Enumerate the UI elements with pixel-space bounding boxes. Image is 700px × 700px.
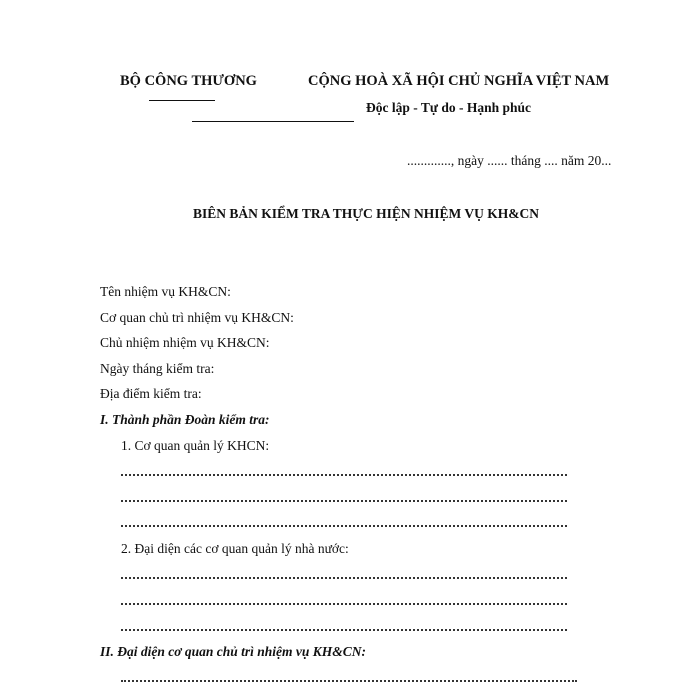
section-1-item-1: 1. Cơ quan quản lý KHCN: — [121, 438, 270, 453]
fill-in-line — [121, 629, 567, 631]
ministry-name: BỘ CÔNG THƯƠNG — [120, 73, 257, 89]
date-line: ............., ngày ...... tháng .... năm 20... — [407, 153, 612, 168]
fill-in-line — [121, 474, 567, 476]
fill-in-line — [121, 680, 577, 682]
section-1-item-2: 2. Đại diện các cơ quan quản lý nhà nước: — [121, 541, 349, 556]
field-inspection-location: Địa điểm kiểm tra: — [100, 386, 202, 401]
motto-underline — [192, 121, 354, 122]
section-2-title: II. Đại diện cơ quan chủ trì nhiệm vụ KH&CN: — [100, 644, 367, 659]
republic-name: CỘNG HOÀ XÃ HỘI CHỦ NGHĨA VIỆT NAM — [308, 73, 610, 89]
document-title: BIÊN BẢN KIỂM TRA THỰC HIỆN NHIỆM VỤ KH&CN — [193, 206, 540, 221]
fill-in-line — [121, 577, 567, 579]
fill-in-line — [121, 603, 567, 605]
fill-in-line — [121, 500, 567, 502]
field-task-leader: Chủ nhiệm nhiệm vụ KH&CN: — [100, 335, 270, 350]
field-task-name: Tên nhiệm vụ KH&CN: — [100, 284, 231, 299]
field-host-agency: Cơ quan chủ trì nhiệm vụ KH&CN: — [100, 310, 294, 325]
section-1-title: I. Thành phần Đoàn kiểm tra: — [100, 412, 270, 427]
field-inspection-date: Ngày tháng kiểm tra: — [100, 361, 215, 376]
fill-in-line — [121, 525, 567, 527]
ministry-underline — [149, 100, 215, 101]
national-motto: Độc lập - Tự do - Hạnh phúc — [366, 100, 532, 115]
